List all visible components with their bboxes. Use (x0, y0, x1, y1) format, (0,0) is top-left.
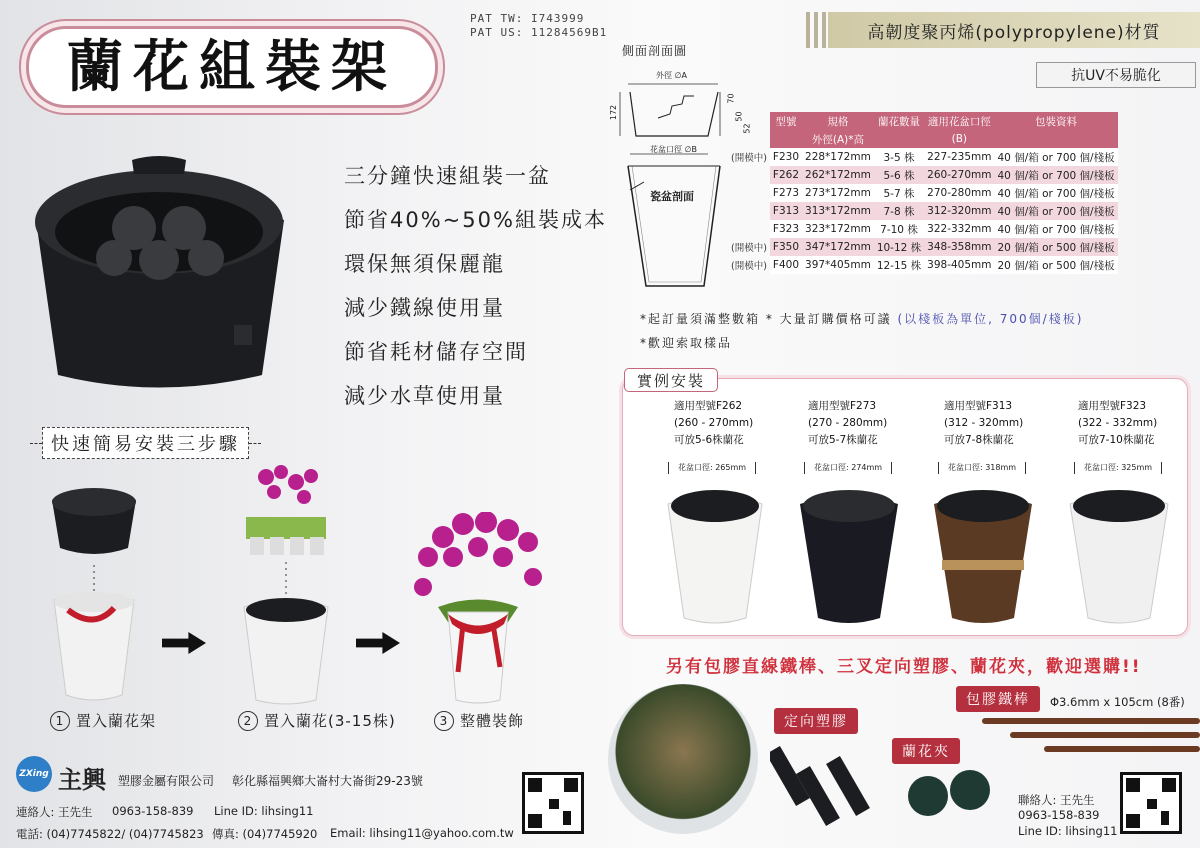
example-count: 可放7-10株蘭花 (1078, 434, 1155, 446)
rod-image (1044, 746, 1200, 752)
right-contact-line: Line ID: lihsing11 (1018, 824, 1118, 838)
rod-image (1010, 732, 1200, 738)
example-model: 適用型號F262 (674, 400, 743, 412)
table-header (995, 130, 1118, 148)
qr-code[interactable] (1120, 772, 1182, 834)
table-row (728, 238, 1118, 256)
table-header (770, 130, 802, 148)
step1-image (44, 480, 144, 705)
table-cell: 40 個/箱 or 700 個/棧板 (995, 166, 1118, 184)
example-pot-image (928, 480, 1038, 626)
example-model: 適用型號F313 (944, 400, 1013, 412)
page-title: 蘭花組裝架 (67, 34, 397, 100)
table-cell (728, 202, 770, 220)
table-cell (728, 166, 770, 184)
contact-line-id: Line ID: lihsing11 (214, 804, 314, 818)
arrow-icon (356, 632, 400, 654)
dim-label: 52 (742, 123, 752, 134)
example-pot-image (1064, 480, 1174, 626)
uv-badge: 抗UV不易脆化 (1036, 62, 1196, 88)
patent-tw: PAT TW: I743999 (470, 12, 585, 25)
table-cell: 7-10 株 (874, 220, 924, 238)
table-cell (728, 220, 770, 238)
table-cell: F273 (770, 184, 802, 202)
patent-us: PAT US: 11284569B1 (470, 26, 608, 39)
company-name: 塑膠金屬有限公司 (118, 774, 215, 788)
table-header: 蘭花數量 (874, 112, 924, 130)
pot-mouth-label: 花盆口徑 ∅B (650, 145, 697, 154)
spec-table (728, 112, 1118, 274)
table-cell: 398-405mm (924, 256, 994, 274)
example-card (808, 398, 918, 449)
example-range: (322 - 332mm) (1078, 417, 1158, 429)
table-cell: 40 個/箱 or 700 個/棧板 (995, 220, 1118, 238)
order-note-text: *起訂量須滿整數箱 * 大量訂購價格可議 (640, 312, 892, 326)
step-text: 置入蘭花架 (76, 712, 157, 730)
table-cell: F400 (770, 256, 802, 274)
step3-label (434, 710, 524, 731)
example-card (944, 398, 1054, 449)
table-header: 外徑(A)*高 (802, 130, 874, 148)
table-cell: 323*172mm (802, 220, 874, 238)
example-range: (312 - 320mm) (944, 417, 1024, 429)
table-header: 包裝資料 (995, 112, 1118, 130)
table-cell: 40 個/箱 or 700 個/棧板 (995, 202, 1118, 220)
table-cell: F313 (770, 202, 802, 220)
company-brand: 主興 (58, 766, 106, 794)
table-header: 規格 (802, 112, 874, 130)
table-row (728, 202, 1118, 220)
example-pot-image (794, 480, 904, 626)
table-cell: 322-332mm (924, 220, 994, 238)
orchid-fork-photo (608, 684, 758, 834)
table-cell: (開模中) (731, 153, 767, 164)
step-number: 3 (434, 711, 454, 731)
example-count: 可放5-6株蘭花 (674, 434, 744, 446)
table-cell: F350 (770, 238, 802, 256)
table-cell: 20 個/箱 or 500 個/棧板 (995, 238, 1118, 256)
clip-product-image (900, 760, 1000, 832)
fork-product-image (770, 736, 890, 832)
step2-label (238, 710, 396, 731)
steps-heading-bar (30, 428, 280, 458)
table-row (728, 184, 1118, 202)
table-row (728, 256, 1118, 274)
table-cell: 40 個/箱 or 700 個/棧板 (995, 184, 1118, 202)
table-cell: 228*172mm (802, 148, 874, 166)
step-number: 1 (50, 711, 70, 731)
order-note-pallet: (以棧板為單位, 700個/棧板) (897, 312, 1084, 326)
table-cell: 40 個/箱 or 700 個/棧板 (995, 148, 1118, 166)
example-count: 可放7-8株蘭花 (944, 434, 1014, 446)
example-card (1078, 398, 1188, 449)
step-text: 置入蘭花(3-15株) (264, 712, 396, 730)
table-header: (B) (924, 130, 994, 148)
feature-item: 三分鐘快速組裝一盆 (344, 164, 551, 188)
height-label: 172 (609, 104, 619, 121)
example-card (674, 398, 784, 449)
table-header: 型號 (770, 112, 802, 130)
contact-phone: 電話: (04)7745822/ (04)7745823 (16, 827, 204, 841)
order-note (640, 310, 1083, 327)
table-cell: 20 個/箱 or 500 個/棧板 (995, 256, 1118, 274)
step1-label (50, 710, 156, 731)
qr-code[interactable] (522, 772, 584, 834)
features-list (344, 160, 607, 424)
feature-item: 環保無須保麗龍 (344, 252, 505, 276)
examples-tag: 實例安裝 (624, 368, 718, 392)
table-cell: 397*405mm (802, 256, 874, 274)
accessory-heading: 另有包膠直線鐵棒、三叉定向塑膠、蘭花夾，歡迎選購!! (666, 657, 1142, 677)
feature-item: 減少鐵線使用量 (344, 296, 505, 320)
company-address: 彰化縣福興鄉大崙村大崙街29-23號 (232, 774, 423, 788)
table-cell (728, 184, 770, 202)
table-cell: 3-5 株 (874, 148, 924, 166)
example-model: 適用型號F273 (808, 400, 877, 412)
table-cell: F230 (770, 148, 802, 166)
table-cell: 260-270mm (924, 166, 994, 184)
feature-item: 節省耗材儲存空間 (344, 340, 528, 364)
material-stripes (806, 12, 826, 48)
table-cell: 7-8 株 (874, 202, 924, 220)
sample-note: *歡迎索取樣品 (640, 336, 733, 350)
step-text: 整體裝飾 (460, 712, 525, 730)
table-cell: 5-6 株 (874, 166, 924, 184)
dim-label: 70 (726, 93, 736, 104)
table-cell: 313*172mm (802, 202, 874, 220)
company-logo: ZXing (16, 756, 52, 792)
title-badge (26, 26, 438, 108)
table-cell: 347*172mm (802, 238, 874, 256)
table-cell: 10-12 株 (874, 238, 924, 256)
dim-label: 50 (734, 111, 744, 122)
example-pot-image (660, 480, 770, 626)
step-number: 2 (238, 711, 258, 731)
rod-tag: 包膠鐵棒 (956, 686, 1040, 712)
step3-image (408, 512, 548, 705)
example-model: 適用型號F323 (1078, 400, 1147, 412)
step2-image (236, 462, 336, 705)
table-cell: 348-358mm (924, 238, 994, 256)
table-cell: 273*172mm (802, 184, 874, 202)
table-header (874, 130, 924, 148)
table-cell: 270-280mm (924, 184, 994, 202)
example-range: (270 - 280mm) (808, 417, 888, 429)
rod-image (982, 718, 1200, 724)
section-title: 側面剖面圖 (622, 44, 688, 58)
table-cell: (開模中) (731, 261, 767, 272)
material-band: 高韌度聚丙烯(polypropylene)材質 (828, 12, 1200, 48)
rod-spec: Φ3.6mm x 105cm (8番) (1050, 695, 1185, 709)
feature-item: 減少水草使用量 (344, 384, 505, 408)
contact-mobile: 0963-158-839 (112, 804, 194, 818)
table-cell: 12-15 株 (874, 256, 924, 274)
feature-item: 節省40%~50%組裝成本 (344, 208, 607, 232)
right-contact-mobile: 0963-158-839 (1018, 808, 1100, 822)
rim-label: 花盆口徑: 265mm (668, 462, 756, 474)
table-cell: F323 (770, 220, 802, 238)
steps-heading: 快速簡易安裝三步驟 (42, 427, 249, 459)
table-row (728, 148, 1118, 166)
rim-label: 花盆口徑: 274mm (804, 462, 892, 474)
clip-tag: 蘭花夾 (892, 738, 960, 764)
table-row (728, 220, 1118, 238)
example-range: (260 - 270mm) (674, 417, 754, 429)
ceramic-label: 瓷盆剖面 (650, 190, 694, 203)
arrow-icon (162, 632, 206, 654)
table-cell: 5-7 株 (874, 184, 924, 202)
contact-fax: 傳真: (04)7745920 (212, 827, 318, 841)
table-row (728, 166, 1118, 184)
table-header: 適用花盆口徑 (924, 112, 994, 130)
contact-person: 連絡人: 王先生 (16, 805, 93, 819)
contact-email[interactable]: Email: lihsing11@yahoo.com.tw (330, 826, 514, 840)
right-contact-person: 聯絡人: 王先生 (1018, 793, 1095, 807)
fork-tag: 定向塑膠 (774, 708, 858, 734)
table-cell: 312-320mm (924, 202, 994, 220)
table-cell: 262*172mm (802, 166, 874, 184)
rim-label: 花盆口徑: 325mm (1074, 462, 1162, 474)
table-cell: 227-235mm (924, 148, 994, 166)
example-count: 可放5-7株蘭花 (808, 434, 878, 446)
table-cell: (開模中) (731, 243, 767, 254)
rim-label: 花盆口徑: 318mm (938, 462, 1026, 474)
outer-dia-label: 外徑 ∅A (656, 71, 687, 80)
table-cell: F262 (770, 166, 802, 184)
product-pot-image (22, 150, 297, 395)
